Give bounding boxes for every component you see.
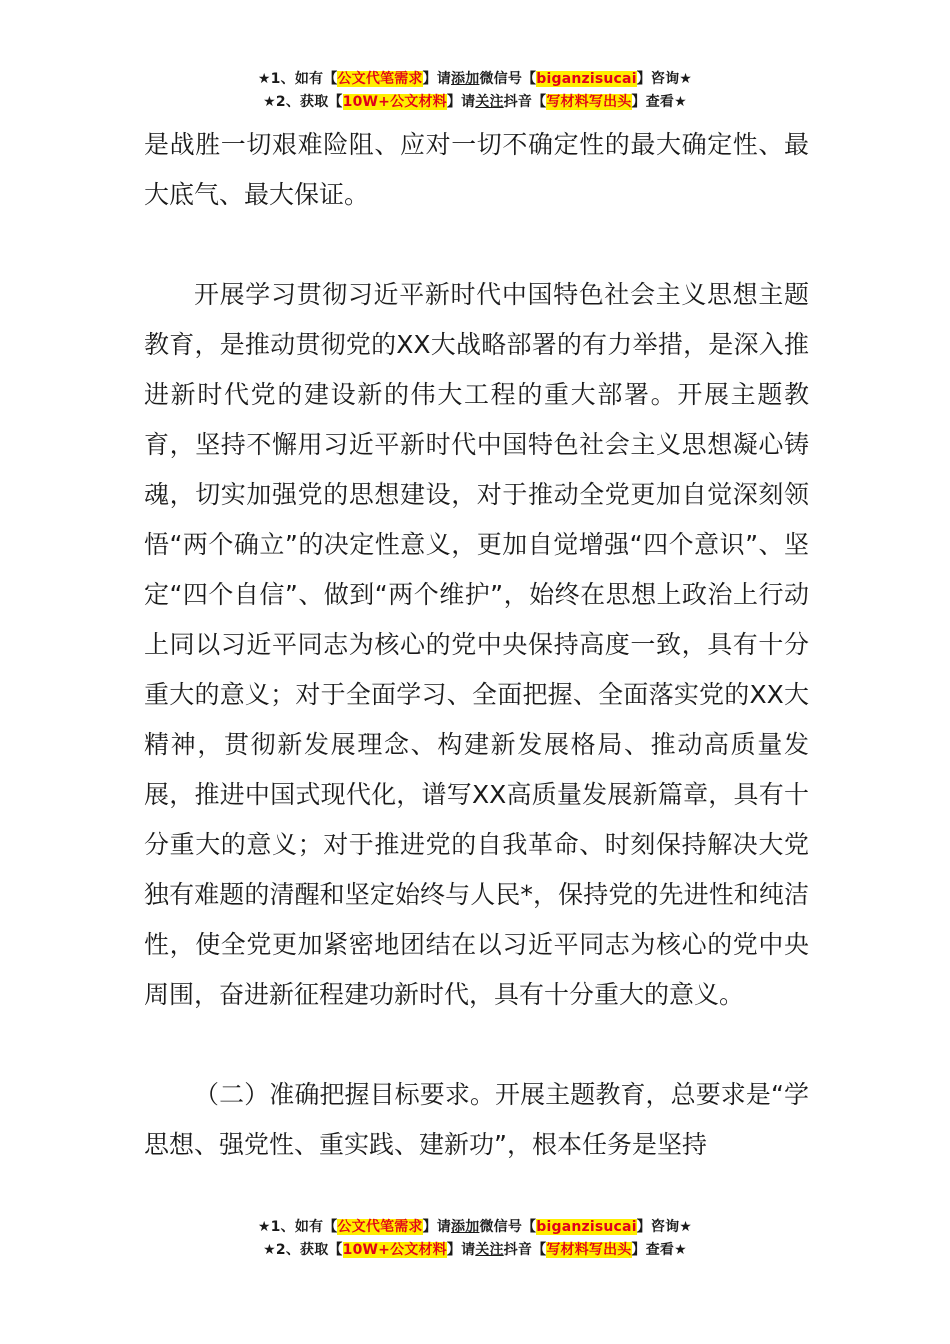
highlight-materials: 10W+公文材料: [342, 1242, 447, 1258]
footer-banner-line-2: ★2、获取【10W+公文材料】请关注抖音【写材料写出头】查看★: [263, 1242, 687, 1258]
paragraph-section-heading: （二）准确把握目标要求。开展主题教育，总要求是“学思想、强党性、重实践、建新功”，根本任务是坚持: [144, 1080, 809, 1159]
highlight-douyin-account: 写材料写出头: [546, 1242, 632, 1258]
document-body: [144, 120, 809, 1170]
highlight-service: 公文代笔需求: [337, 1219, 423, 1235]
footer-banner-line-1: ★1、如有【公文代笔需求】请添加微信号【biganzisucai】咨询★: [257, 1219, 693, 1235]
paragraph-spacer: [144, 220, 809, 270]
paragraph-continuation: 是战胜一切艰难险阻、应对一切不确定性的最大确定性、最大底气、最大保证。: [144, 130, 809, 209]
header-banner: [0, 68, 950, 114]
highlight-wechat-id: biganzisucai: [536, 71, 637, 87]
header-banner-line-1: ★1、如有【公文代笔需求】请添加微信号【biganzisucai】咨询★: [257, 71, 693, 87]
highlight-douyin-account: 写材料写出头: [546, 94, 632, 110]
highlight-wechat-id: biganzisucai: [536, 1219, 637, 1235]
header-banner-line-2: ★2、获取【10W+公文材料】请关注抖音【写材料写出头】查看★: [263, 94, 687, 110]
footer-banner: [0, 1216, 950, 1262]
paragraph-spacer: [144, 1020, 809, 1070]
paragraph-significance: 开展学习贯彻习近平新时代中国特色社会主义思想主题教育，是推动贯彻党的XX大战略部署的有力举措，是深入推进新时代党的建设新的伟大工程的重大部署。开展主题教育，坚持不懈用习近平新时代中国特色社会主义思想凝心铸魂，切实加强党的思想建设，对于推动全党更加自觉深刻领悟“两个确立”的决定性意义，更加自觉增强“四个意识”、坚定“四个自信”、做到“两个维护”，始终在思想上政治上行动上同以习近平同志为核心的党中央保持高度一致，具有十分重大的意义；对于全面学习、全面把握、全面落实党的XX大精神，贯彻新发展理念、构建新发展格局、推动高质量发展，推进中国式现代化，谱写XX高质量发展新篇章，具有十分重大的意义；对于推进党的自我革命、时刻保持解决大党独有难题的清醒和坚定始终与人民*，保持党的先进性和纯洁性，使全党更加紧密地团结在以习近平同志为核心的党中央周围，奋进新征程建功新时代，具有十分重大的意义。: [144, 280, 809, 1009]
highlight-service: 公文代笔需求: [337, 71, 423, 87]
highlight-materials: 10W+公文材料: [342, 94, 447, 110]
